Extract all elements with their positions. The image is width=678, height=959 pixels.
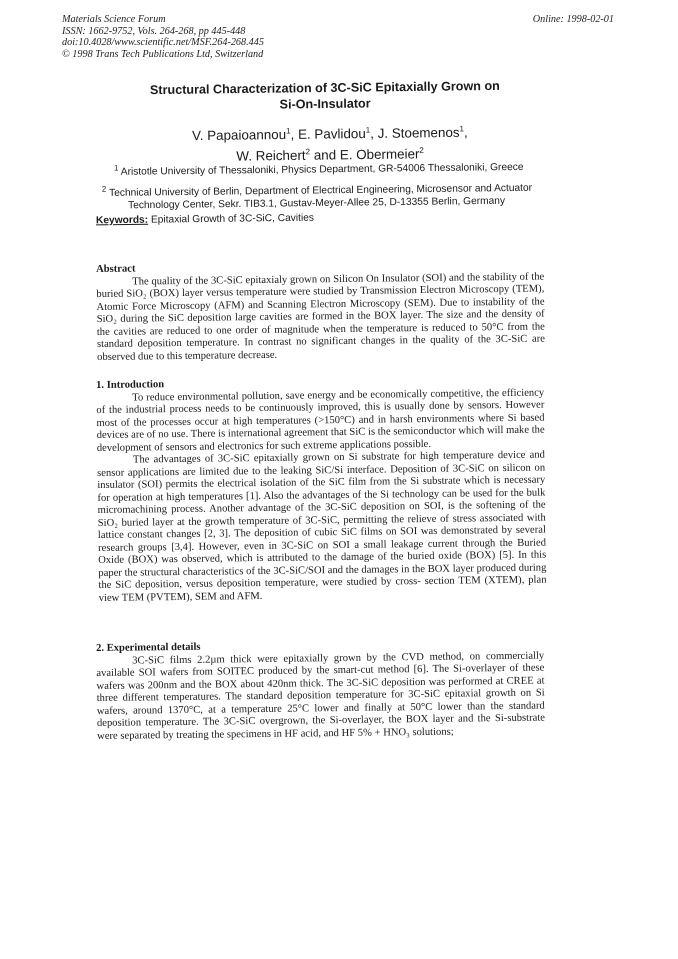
author-name: and E. Obermeier (313, 146, 420, 164)
abstract-section (96, 259, 545, 364)
title-line-2: Si-On-Insulator (279, 96, 371, 112)
journal-name: Materials Science Forum (62, 14, 166, 25)
online-date: Online: 1998-02-01 (532, 14, 614, 25)
author-name: E. Pavlidou (297, 126, 366, 142)
introduction-paragraph-2: The advantages of 3C-SiC epitaxially grown on Si substrate for high temperature device and sensor applications are limited due to the leaking SiC/Si interface. Deposition of 3C-SiC on silicon on insulator (SOI) permits the electrical isolation of the SiC film from the Si substrate which is necessary for operation at high temperatures [1]. Also the advantages of the Si technology can be used for the bulk micromachining process. Another advantage of the 3C-SiC deposition on SOI, is the softening of the SiO₂ buried layer at the growth temperature of 3C-SiC, permitting the relieve of stress associated with lattice constant changes [2, 3]. The deposition of cubic SiC films on SOI was demonstrated by several research groups [3,4]. However, even in 3C-SiC on SOI a small leakage current through the Buried Oxide (BOX) was observed, which is attributed to the damage of the buried oxide (BOX) [5]. In this paper the structural characteristics of the 3C-SiC/SOI and the damages in the BOX layer produced during the SiC deposition, versus deposition temperature, were studied by cross- section TEM (XTEM), plan view TEM (PVTEM), SEM and AFM. (97, 449, 547, 604)
experimental-paragraph-1: 3C-SiC films 2.2µm thick were epitaxially grown by the CVD method, on commercially available SOI wafers from SOITEC produced by the smart-cut method [6]. The Si-overlayer of these wafers was 200nm and the BOX about 420nm thick. The 3C-SiC deposition was performed at CREE at three different temperatures. The standard deposition temperature for 3C-SiC epitaxial growth on Si wafers, around 1370°C, at a temperature 25°C lower and finally at 50°C lower than the standard deposition temperature. The 3C-SiC overgrown, the Si-overlayer, the BOX layer and the Si-substrate were separated by treating the specimens in HF acid, and HF 5% + HNO₃ solutions; (96, 650, 546, 742)
author-name: J. Stoemenos (377, 124, 460, 141)
author-name: V. Papaioannou (191, 127, 287, 144)
affiliation-marker: 1 (459, 124, 464, 134)
abstract-text: The quality of the 3C-SiC epitaxialy grown on Silicon On Insulator (SOI) and the stability of the buried SiO₂ (BOX) layer versus temperature were studied by Transmission Electron Microscopy (TEM), Atomic Force Microscopy (AFM) and Scanning Electron Microscopy (SEM). Due to instability of the SiO₂ during the SiC deposition large cavities are formed in the BOX layer. The size and the density of the cavities are reduced to one order of magnitude when the temperature is reduced to 50°C from the standard deposition temperature. In contrast no significant changes in the quality of the 3C-SiC are observed due to this temperature decrease. (96, 271, 546, 363)
affiliation-2: $^2$ Technical University of Berlin, Department of Electrical Engineering, Microsensor and Actuator Technology Center, Sekr. TIB3.1, Gustav-Meyer-Allee 25, D-13355 Berlin, Germany (101, 182, 533, 212)
affiliation-marker: 2 (419, 146, 424, 156)
introduction-section (96, 375, 547, 605)
author-line-1: V. Papaioannou$^1$, E. Pavlidou$^1$, J. Stoemenos$^1$, (191, 124, 468, 144)
introduction-heading: 1. Introduction (96, 379, 165, 391)
affiliation-1: $^1$ Aristotle University of Thessaloniki, Physics Department, GR-54006 Thessaloniki, Greece (113, 161, 524, 178)
copyright-line: © 1998 Trans Tech Publications Ltd, Switzerland (62, 48, 264, 60)
issn-line: ISSN: 1662-9752, Vols. 264-268, pp 445-448 (62, 25, 246, 37)
journal-header (62, 14, 264, 60)
keywords-label: Keywords: (95, 214, 149, 227)
affiliation-marker: 2 (305, 147, 311, 157)
keywords (96, 213, 314, 227)
introduction-paragraph-1: To reduce environmental pollution, save energy and be economically competitive, the efficiency of the industrial process needs to be continuously improved, this is usually done by sensors. However most of the processes occur at high temperatures (>150°C) and in harsh environments where Si based devices are of no use. There is international agreement that SiC is the semiconductor which will make the development of sensors and electronics for such extreme applications possible. (96, 387, 545, 454)
keywords-text: Epitaxial Growth of 3C-SiC, Cavities (150, 212, 315, 226)
experimental-heading: 2. Experimental details (96, 641, 201, 654)
author-name: W. Reichert (236, 148, 306, 165)
affiliation-marker: 1 (286, 126, 291, 136)
doi-link[interactable]: doi:10.4028/www.scientific.net/MSF.264-268.445 (62, 37, 264, 49)
abstract-heading: Abstract (96, 263, 136, 275)
affiliation-marker: 1 (365, 125, 371, 135)
paper-title (110, 77, 540, 114)
title-line-1: Structural Characterization of 3C-SiC Epitaxially Grown on (149, 78, 500, 98)
experimental-section (96, 638, 545, 743)
